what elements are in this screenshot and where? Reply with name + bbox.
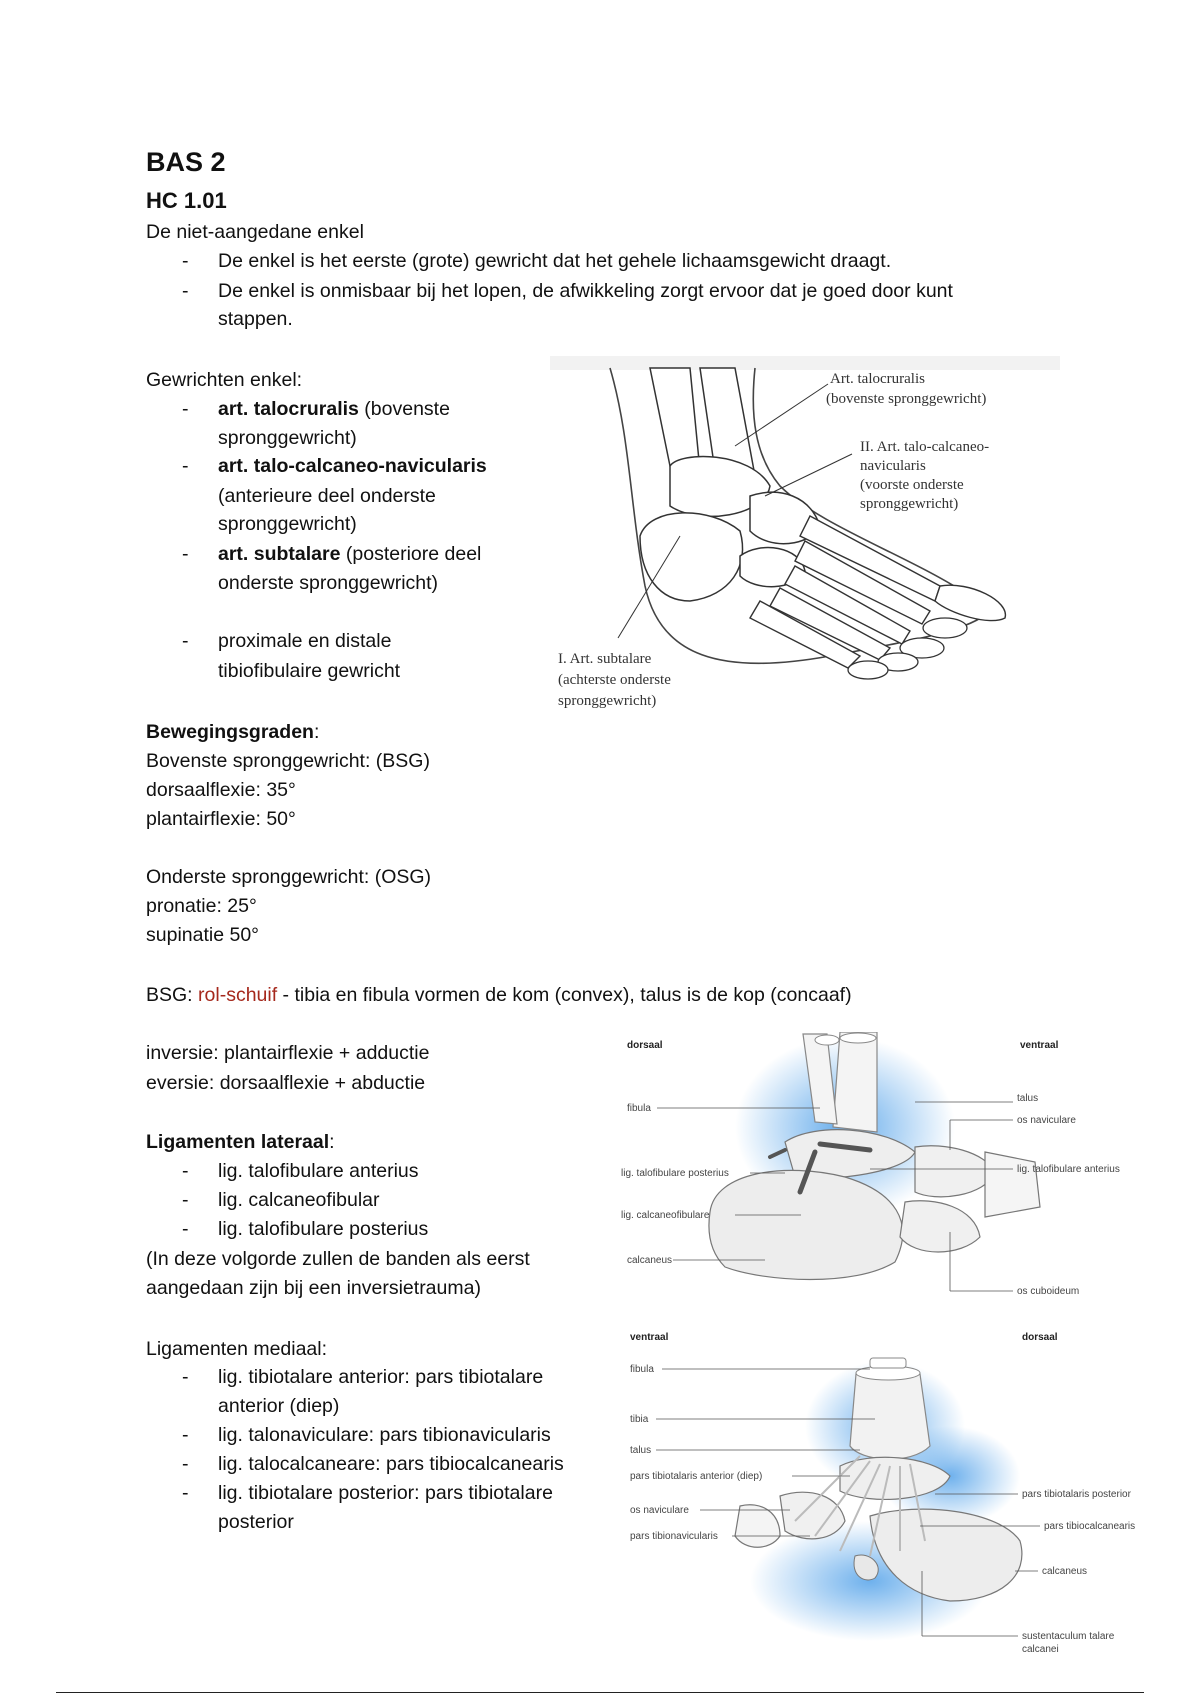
label-calcaneus: calcaneus [1042, 1566, 1088, 1577]
joint-item-cont: spronggewricht) [218, 427, 357, 449]
medial-item-cont: anterior (diep) [218, 1395, 340, 1417]
joint-desc: (bovenste [358, 398, 450, 420]
label-dorsaal: dorsaal [1022, 1332, 1058, 1343]
label-subtalare: I. Art. subtalare [558, 651, 652, 667]
pronation: pronatie: 25° [146, 895, 257, 917]
lateral-heading-text: Ligamenten lateraal [146, 1131, 330, 1153]
bsg-title: Bovenste spronggewricht: (BSG) [146, 750, 430, 772]
bullet-dash: - [182, 1218, 189, 1240]
medial-item: lig. tibiotalare posterior: pars tibiotalare [218, 1482, 553, 1504]
plantar-flexion: plantairflexie: 50° [146, 808, 296, 830]
joint-item: proximale en distale [218, 630, 392, 652]
label-sustentaculum: sustentaculum talare [1022, 1631, 1115, 1642]
label-pars-tibiocalcanearis: pars tibiocalcanearis [1044, 1521, 1136, 1532]
label-os-naviculare: os naviculare [630, 1505, 689, 1516]
label-pars-tibiotalaris-posterior: pars tibiotalaris posterior [1022, 1489, 1131, 1500]
label-pars-tibiotalaris-anterior: pars tibiotalaris anterior (diep) [630, 1471, 763, 1482]
label-ventraal: ventraal [630, 1332, 669, 1343]
medial-item: lig. talocalcaneare: pars tibiocalcanearis [218, 1453, 564, 1475]
medial-item: lig. talonaviculare: pars tibionavicularis [218, 1424, 551, 1446]
label-dorsaal: dorsaal [627, 1040, 663, 1051]
label-fibula: fibula [630, 1364, 654, 1375]
page-bottom-rule [56, 1692, 1144, 1693]
bullet-dash: - [182, 1424, 189, 1446]
motion-heading-text: Bewegingsgraden [146, 721, 314, 743]
bsg-description [146, 982, 852, 1009]
intro-item: De enkel is het eerste (grote) gewricht dat het gehele lichaamsgewicht draagt. [218, 250, 892, 272]
bullet-dash: - [182, 1453, 189, 1475]
label-talus: talus [1017, 1093, 1039, 1104]
bsg-rest: - tibia en fibula vormen de kom (convex), talus is de kop (concaaf) [277, 984, 852, 1006]
bullet-dash: - [182, 398, 189, 420]
eversie-line: eversie: dorsaalflexie + abductie [146, 1072, 426, 1094]
joint-item-cont: onderste spronggewricht) [218, 572, 439, 594]
medial-item: lig. tibiotalare anterior: pars tibiotalare [218, 1366, 544, 1388]
label-navicularis: navicularis [860, 458, 926, 474]
intro-item: De enkel is onmisbaar bij het lopen, de afwikkeling zorgt ervoor dat je goed door kunt [218, 280, 953, 302]
label-talus: talus [630, 1445, 652, 1456]
medial-item-cont: posterior [218, 1511, 294, 1533]
label-achterste: (achterste onderste [558, 672, 671, 688]
joint-name: art. subtalare [218, 543, 341, 565]
page-title: BAS 2 [146, 147, 226, 177]
bullet-dash: - [182, 630, 189, 652]
label-tibia: tibia [630, 1414, 649, 1425]
bullet-dash: - [182, 250, 189, 272]
lateral-ankle-figure [615, 1032, 1145, 1300]
page-subtitle: HC 1.01 [146, 188, 227, 213]
rol-schuif-highlight: rol-schuif [198, 984, 278, 1006]
label-lig-talofibulare-anterius: lig. talofibulare anterius [1017, 1164, 1120, 1175]
motion-heading [146, 719, 319, 746]
label-voorste: (voorste onderste [860, 477, 964, 493]
lateral-item: lig. calcaneofibular [218, 1189, 380, 1211]
label-os-naviculare: os naviculare [1017, 1115, 1076, 1126]
osg-title: Onderste spronggewricht: (OSG) [146, 866, 432, 888]
lateral-item: lig. talofibulare anterius [218, 1160, 419, 1182]
label-calcaneus: calcaneus [627, 1255, 673, 1266]
lateral-heading-colon: : [329, 1131, 335, 1153]
lateral-item: lig. talofibulare posterius [218, 1218, 429, 1240]
joints-heading: Gewrichten enkel: [146, 369, 303, 391]
lateral-note-cont: aangedaan zijn bij een inversietrauma) [146, 1277, 481, 1299]
joint-item [218, 396, 450, 423]
dorsal-flexion: dorsaalflexie: 35° [146, 779, 296, 801]
intro-heading: De niet-aangedane enkel [146, 221, 364, 243]
bullet-dash: - [182, 1160, 189, 1182]
label-spronggewricht: spronggewricht) [860, 496, 959, 512]
foot-skeleton-figure [550, 356, 1060, 718]
motion-heading-colon: : [313, 721, 320, 743]
label-ventraal: ventraal [1020, 1040, 1059, 1051]
intro-item-cont: stappen. [218, 308, 293, 330]
bullet-dash: - [182, 543, 189, 565]
medial-heading: Ligamenten mediaal: [146, 1338, 328, 1360]
bsg-prefix: BSG: [146, 984, 199, 1006]
bullet-dash: - [182, 455, 189, 477]
label-spronggewricht-sub: spronggewricht) [558, 693, 657, 709]
joint-desc: (posteriore deel [340, 543, 482, 565]
bullet-dash: - [182, 280, 189, 302]
label-talocruralis-desc: (bovenste spronggewricht) [826, 391, 987, 407]
bullet-dash: - [182, 1366, 189, 1388]
joint-item-cont: (anterieure deel onderste [218, 485, 436, 507]
lateral-heading [146, 1129, 335, 1156]
joint-item [218, 541, 481, 568]
label-os-cuboideum: os cuboideum [1017, 1286, 1080, 1297]
label-talo-calcaneo: II. Art. talo-calcaneo- [860, 439, 990, 455]
supination: supinatie 50° [146, 924, 259, 946]
inversie-line: inversie: plantairflexie + adductie [146, 1042, 430, 1064]
joint-name: art. talo-calcaneo-navicularis [218, 455, 487, 477]
medial-ankle-figure [620, 1326, 1160, 1694]
label-lig-calcaneofibulare: lig. calcaneofibulare [621, 1210, 710, 1221]
bullet-dash: - [182, 1189, 189, 1211]
label-talocruralis: Art. talocruralis [830, 371, 925, 387]
joint-item-cont: spronggewricht) [218, 513, 357, 535]
label-pars-tibionavicularis: pars tibionavicularis [630, 1531, 718, 1542]
label-calcanei: calcanei [1022, 1644, 1059, 1655]
joint-item-cont: tibiofibulaire gewricht [218, 660, 401, 682]
joint-name: art. talocruralis [218, 398, 359, 420]
lateral-note: (In deze volgorde zullen de banden als eerst [146, 1248, 530, 1270]
label-fibula: fibula [627, 1103, 651, 1114]
label-lig-talofibulare-posterius: lig. talofibulare posterius [621, 1168, 729, 1179]
bullet-dash: - [182, 1482, 189, 1504]
